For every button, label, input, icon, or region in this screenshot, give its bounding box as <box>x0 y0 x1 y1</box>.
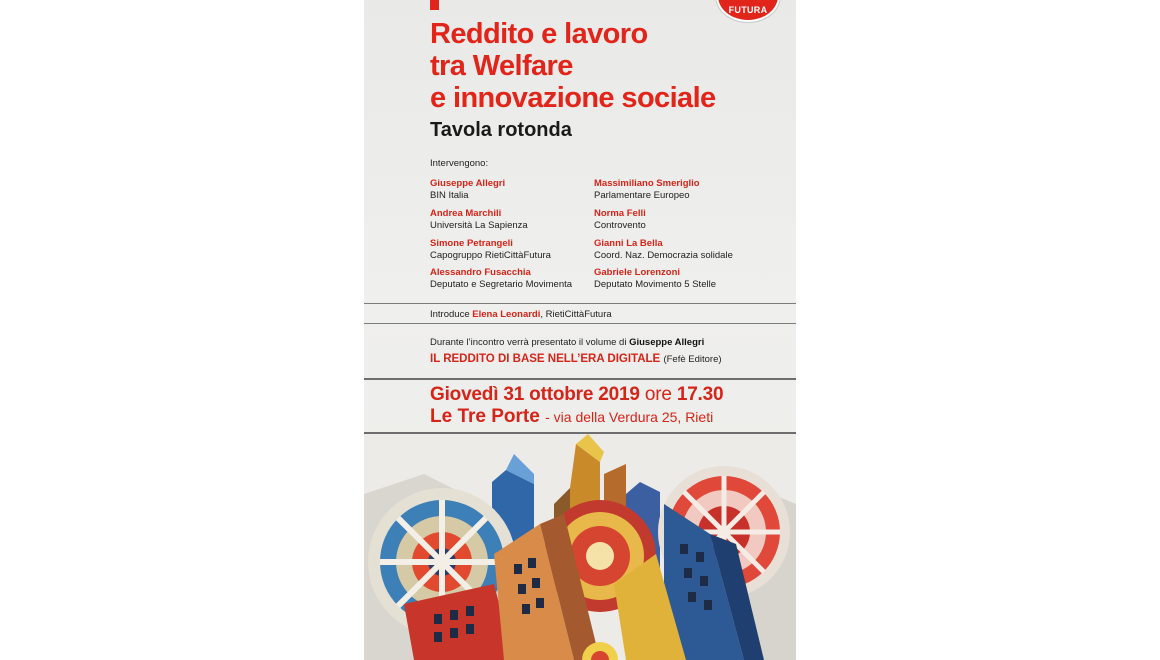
event-venue-line <box>430 406 713 428</box>
intro-name: Elena Leonardi <box>472 309 541 320</box>
event-time: 17.30 <box>676 384 724 405</box>
book-line <box>430 353 722 365</box>
introduction-line <box>430 309 612 320</box>
speaker-entry <box>430 208 600 232</box>
divider <box>364 378 796 380</box>
intro-prefix: Introduce <box>430 309 470 320</box>
speaker-role: Deputato Movimento 5 Stelle <box>594 279 716 290</box>
speaker-name: Alessandro Fusacchia <box>430 267 531 278</box>
speaker-role: Università La Sapienza <box>430 220 528 231</box>
speaker-name: Andrea Marchili <box>430 208 502 219</box>
speaker-name: Giuseppe Allegri <box>430 178 506 189</box>
speakers-heading: Intervengono: <box>430 158 489 169</box>
poster-subtitle: Tavola rotonda <box>430 119 572 141</box>
speaker-entry <box>594 267 764 291</box>
presentation-text: Durante l’incontro verrà presentato il volume di <box>430 337 627 348</box>
speaker-name: Norma Felli <box>594 208 646 219</box>
divider <box>364 303 796 304</box>
speaker-role: Parlamentare Europeo <box>594 190 690 201</box>
title-line-2: tra Welfare <box>430 50 573 82</box>
book-title: IL REDDITO DI BASE NELL’ERA DIGITALE <box>430 353 661 365</box>
poster-title <box>430 18 790 114</box>
title-line-3: e innovazione sociale <box>430 82 716 114</box>
speaker-entry <box>594 178 764 202</box>
event-ore: ore <box>644 384 672 405</box>
event-address: - via della Verdura 25, Rieti <box>545 409 714 425</box>
speaker-name: Gabriele Lorenzoni <box>594 267 681 278</box>
speaker-entry <box>430 178 600 202</box>
presentation-line <box>430 337 704 348</box>
speaker-role: Deputato e Segretario Movimenta <box>430 279 573 290</box>
presentation-author: Giuseppe Allegri <box>629 337 705 348</box>
event-venue: Le Tre Porte <box>430 406 540 427</box>
speaker-entry <box>430 238 600 262</box>
event-date: Giovedì 31 ottobre 2019 <box>430 384 640 405</box>
logo-text: FUTURA <box>728 5 768 15</box>
red-accent-bar <box>430 0 439 10</box>
speaker-entry <box>594 238 764 262</box>
speaker-role: BIN Italia <box>430 190 469 201</box>
event-datetime <box>430 384 723 406</box>
speaker-role: Coord. Naz. Democrazia solidale <box>594 250 733 261</box>
intro-affiliation: , RietiCittàFutura <box>540 309 612 320</box>
speaker-name: Massimiliano Smeriglio <box>594 178 700 189</box>
title-line-1: Reddito e lavoro <box>430 18 648 50</box>
futurist-city-artwork <box>364 434 796 660</box>
speaker-name: Simone Petrangeli <box>430 238 513 249</box>
speaker-entry <box>430 267 600 291</box>
speaker-name: Gianni La Bella <box>594 238 663 249</box>
event-poster <box>364 0 796 660</box>
speaker-entry <box>594 208 764 232</box>
divider <box>364 323 796 324</box>
speaker-role: Capogruppo RietiCittàFutura <box>430 250 551 261</box>
book-publisher: (Fefè Editore) <box>663 354 722 365</box>
speaker-role: Controvento <box>594 220 646 231</box>
